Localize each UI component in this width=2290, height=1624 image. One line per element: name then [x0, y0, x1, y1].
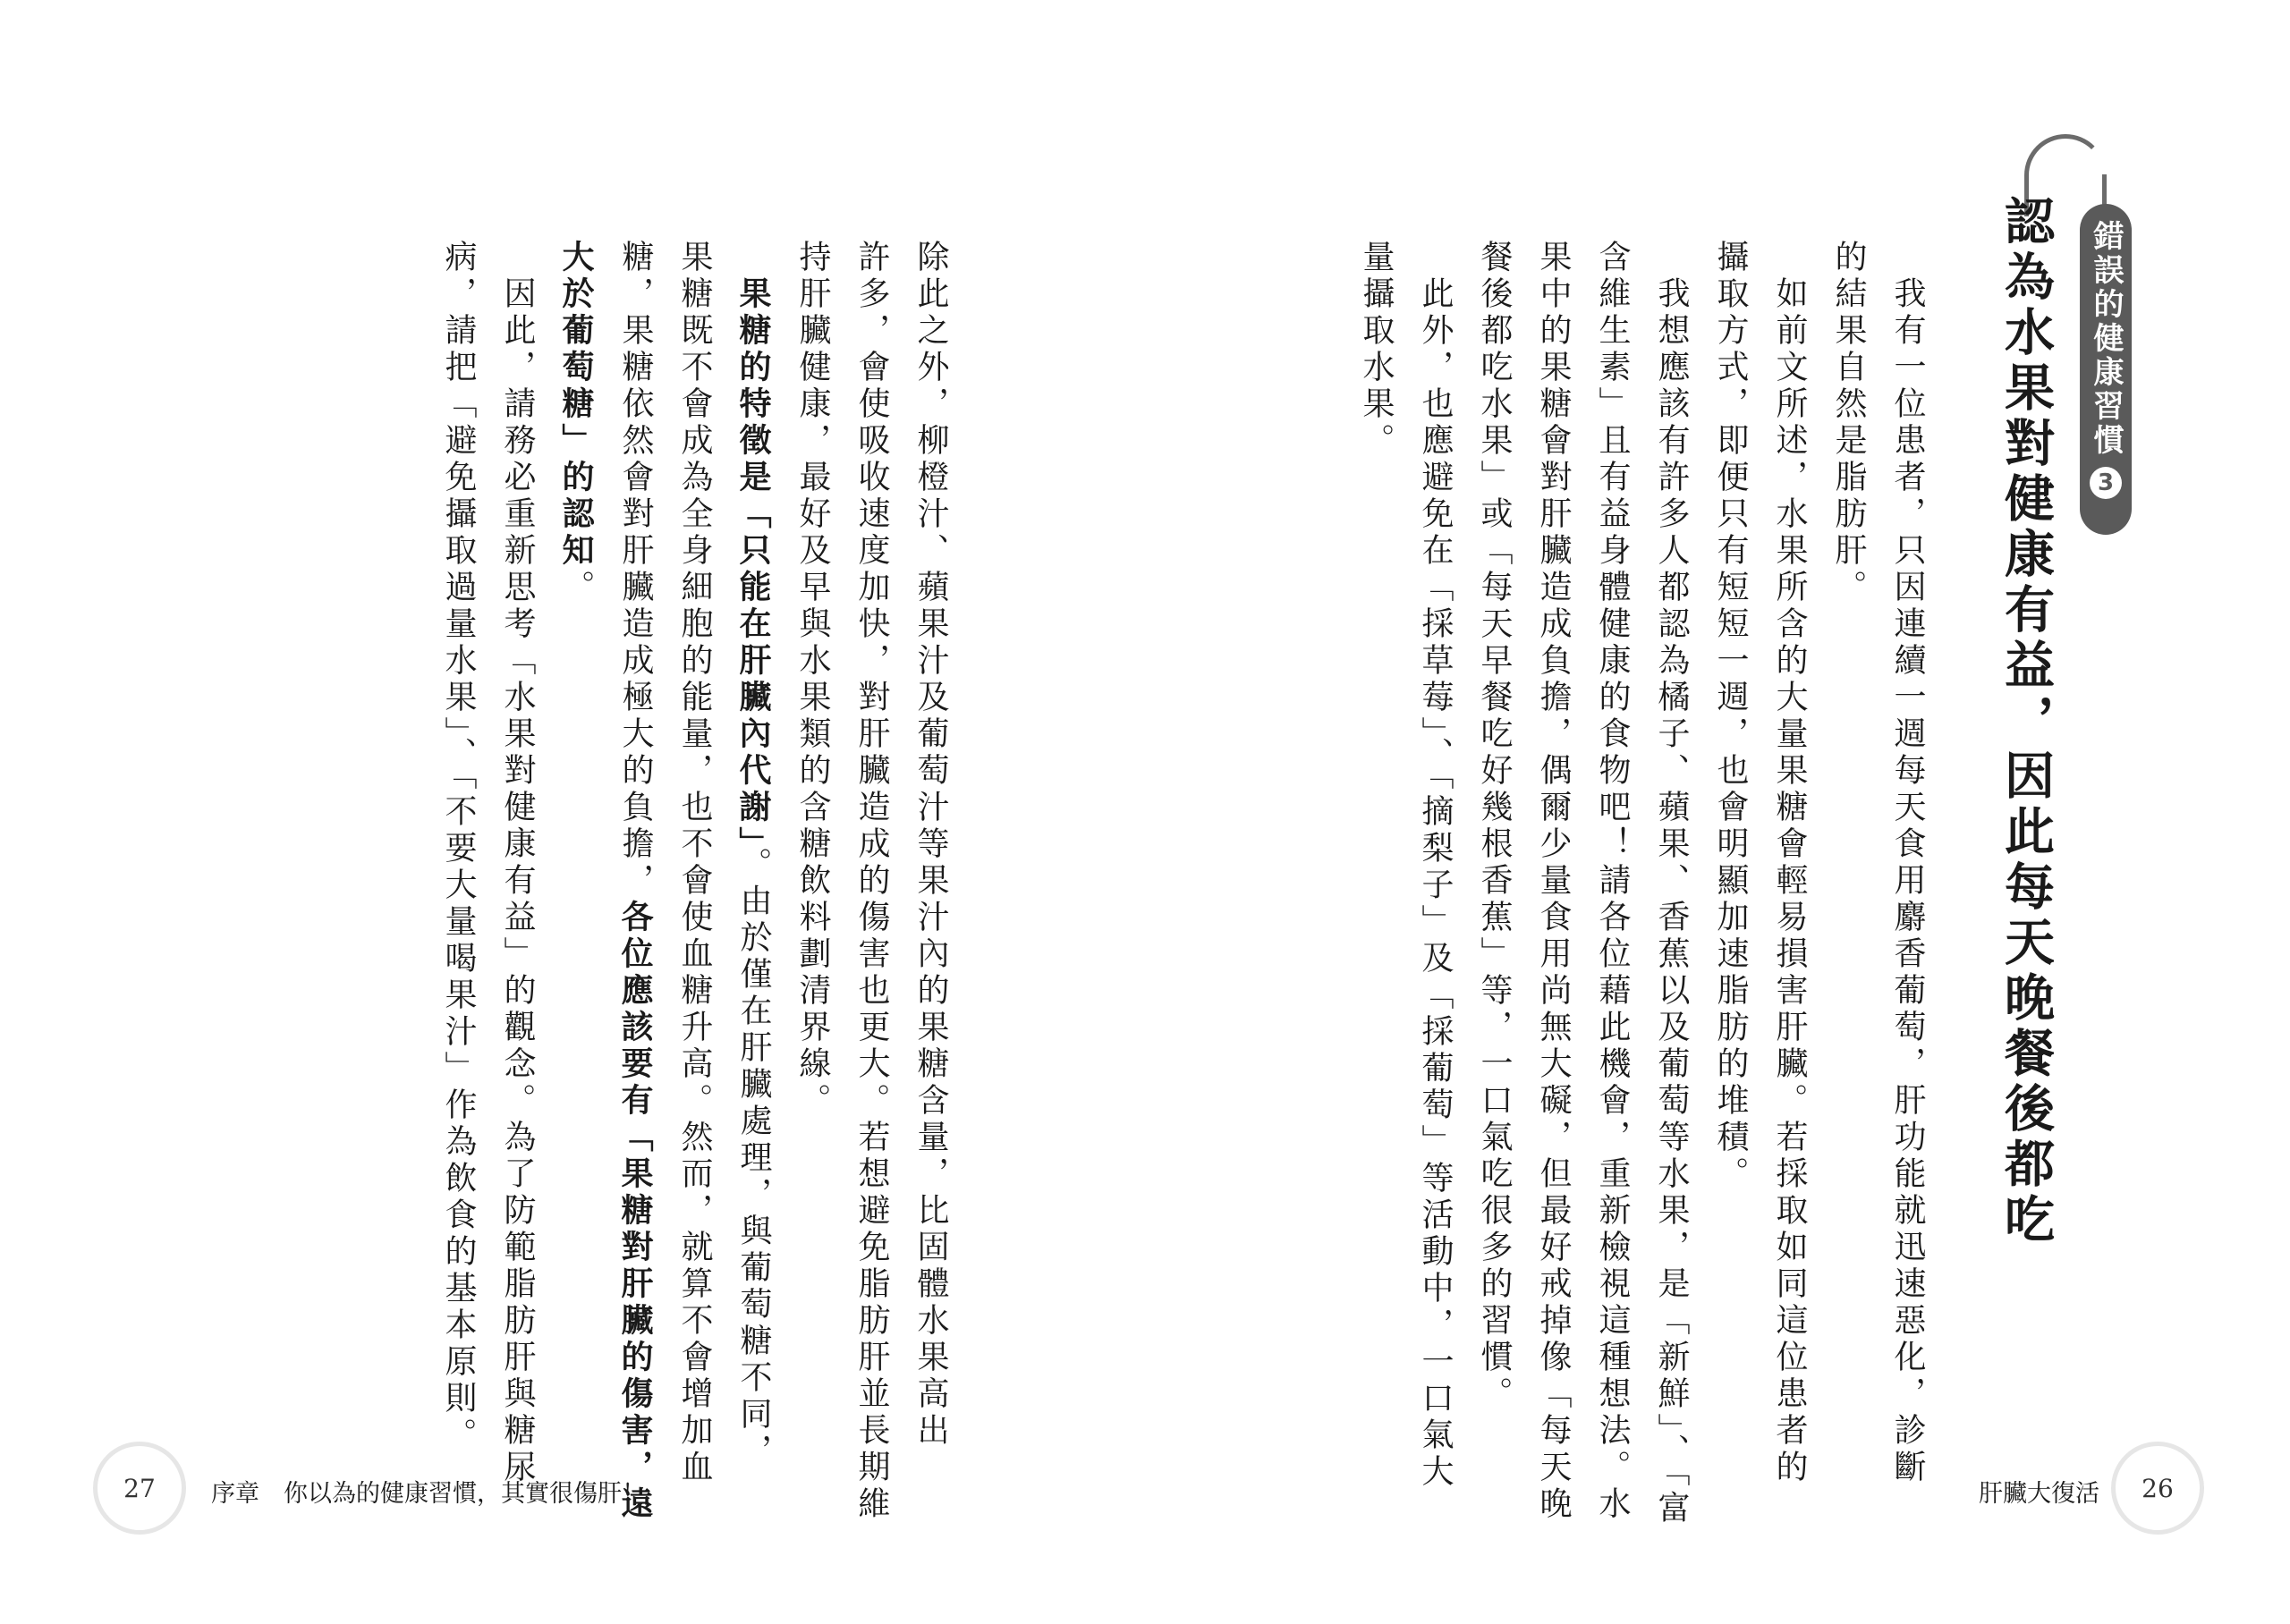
- body-text-segment: [735, 240, 772, 276]
- body-text-column: 量攝取水果。: [1358, 240, 1395, 460]
- running-head: 肝臟大復活: [1979, 1480, 2099, 1508]
- body-text-column: 餐後都吃水果」或「每天早餐吃好幾根香蕉」等，一口氣吃很多的習慣。: [1476, 240, 1513, 1413]
- chapter-tag-label: 錯誤的健康習慣: [2088, 220, 2124, 458]
- body-text-column: 此外，也應避免在「採草莓」、「摘梨子」及「採葡萄」等活動中，一口氣大: [1417, 240, 1454, 1491]
- body-text-column: 因此，請務必重新思考「水果對健康有益」的觀念。為了防範脂肪肝與糖尿: [499, 240, 536, 1486]
- chapter-title: 認為水果對健康有益，因此每天晚餐後都吃: [1997, 195, 2055, 1248]
- running-head: 序章 你以為的健康習慣，其實很傷肝！: [211, 1480, 646, 1508]
- body-text-column: 攝取方式，即便只有短短一週，也會明顯加速脂肪的堆積。: [1712, 240, 1749, 1193]
- chapter-tag-number: 3: [2090, 467, 2122, 499]
- body-text-column: 我想應該有許多人都認為橘子、蘋果、香蕉以及葡萄等水果，是「新鮮」、「富: [1653, 240, 1690, 1527]
- body-text-column: [614, 240, 657, 1523]
- body-text-column: 許多，會使吸收速度加快，對肝臟造成的傷害也更大。若想避免脂肪肝並長期維: [853, 240, 890, 1523]
- body-text-column: 持肝臟健康，最好及早與水果類的含糖飲料劃清界線。: [794, 240, 831, 1120]
- body-text-column: 果中的果糖會對肝臟造成負擔，偶爾少量食用尚無大礙，但最好戒掉像「每天晚: [1535, 240, 1572, 1523]
- body-text-segment: 。: [558, 570, 595, 606]
- body-text-column: 病，請把「避免攝取過量水果」、「不要大量喝果汁」作為飲食的基本原則。: [440, 240, 477, 1454]
- body-text-column: [555, 240, 598, 606]
- page-number: 27: [123, 1473, 156, 1503]
- body-text-segment: 糖，果糖依然會對肝臟造成極大的負擔，: [617, 240, 654, 900]
- body-text-column: 果糖既不會成為全身細胞的能量，也不會使血糖升高。然而，就算不會增加血: [676, 240, 713, 1486]
- emphasized-text: 果糖的特徵是「只能在肝臟內代謝」: [734, 276, 772, 847]
- body-text-column: 除此之外，柳橙汁、蘋果汁及葡萄汁等果汁內的果糖含量，比固體水果高出: [912, 240, 949, 1450]
- body-text-column: 我有一位患者，只因連續一週每天食用麝香葡萄，肝功能就迅速惡化，診斷: [1889, 240, 1926, 1486]
- page-number-circle: [2111, 1442, 2204, 1535]
- body-text-column: 如前文所述，水果所含的大量果糖會輕易損害肝臟。若採取如同這位患者的: [1771, 240, 1808, 1486]
- emphasized-text: 各位應該要有「果糖對肝臟的傷害，遠: [616, 900, 654, 1523]
- body-text-column: 的結果自然是脂肪肝。: [1830, 240, 1867, 606]
- body-text-column: 含維生素」且有益身體健康的食物吧！請各位藉此機會，重新檢視這種想法。水: [1594, 240, 1631, 1523]
- body-text-segment: 。由於僅在肝臟處理，與葡萄糖不同，: [735, 847, 772, 1470]
- emphasized-text: 大於葡萄糖」的認知: [557, 240, 595, 570]
- page-number: 26: [2142, 1473, 2174, 1503]
- chapter-tag: [2080, 204, 2132, 535]
- body-text-column: [732, 240, 775, 1470]
- page-number-circle: [93, 1442, 186, 1535]
